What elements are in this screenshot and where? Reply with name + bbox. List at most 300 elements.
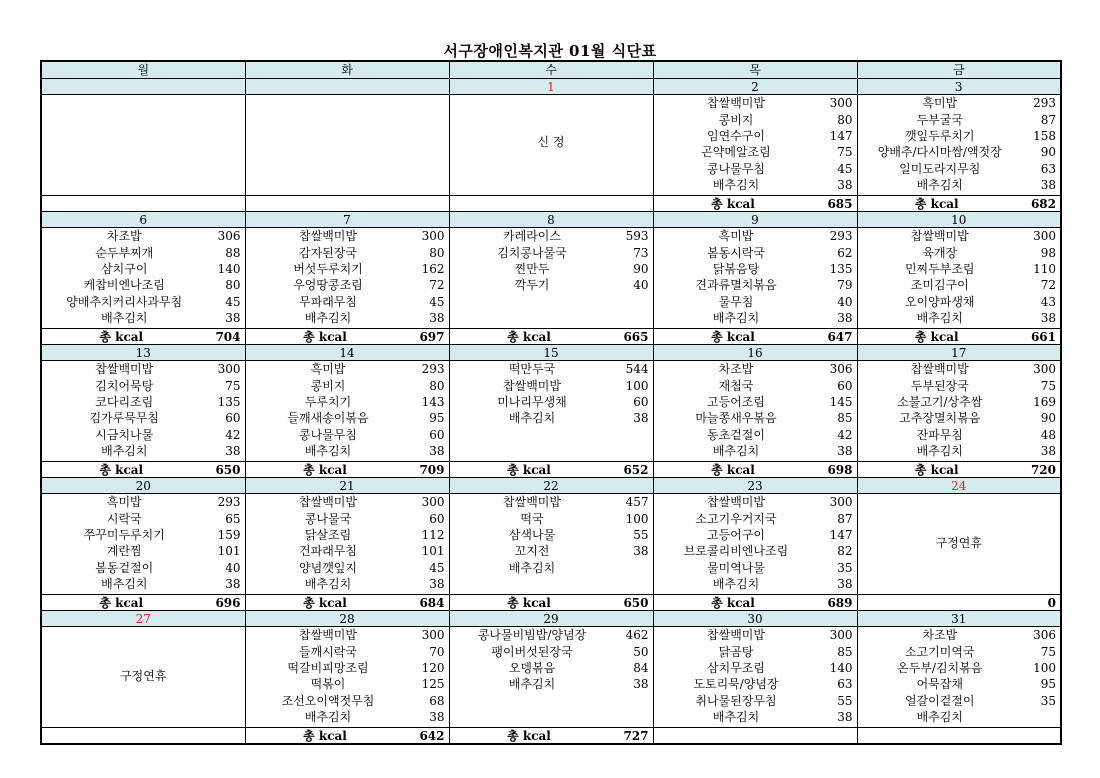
- menu-item-name: 배추김치: [916, 710, 963, 725]
- menu-item: [858, 111, 1061, 127]
- menu-item-name: 떡만두국: [508, 362, 556, 377]
- total-kcal-value: 685: [827, 196, 853, 211]
- total-cell: [857, 462, 1061, 478]
- total-kcal-value: 652: [623, 462, 649, 477]
- menu-item-kcal: 87: [837, 511, 853, 526]
- menu-item-name: 감자된장국: [299, 245, 357, 260]
- menu-item: [42, 277, 245, 293]
- holiday-note: 구정연휴: [120, 669, 167, 683]
- menu-item-kcal: 60: [429, 427, 445, 442]
- menu-item-name: 배추김치: [304, 311, 352, 326]
- menu-item-name: 찹쌀백미밥: [299, 495, 357, 510]
- menu-item-name: 찹쌀백미밥: [299, 229, 357, 244]
- menu-item-kcal: 38: [837, 178, 853, 193]
- day-menu-cell: [857, 228, 1061, 329]
- weekday-header-row: [41, 61, 1061, 79]
- menu-item-kcal: 140: [217, 261, 241, 276]
- menu-item-name: 동초겉절이: [707, 427, 765, 442]
- total-cell: [653, 595, 857, 611]
- total-cell: [653, 728, 857, 745]
- menu-item-kcal: 62: [837, 245, 853, 260]
- day-menu-cell: [653, 627, 857, 728]
- menu-item-kcal: 38: [633, 544, 649, 559]
- menu-item-kcal: 40: [225, 560, 241, 575]
- menu-item: [246, 361, 449, 377]
- menu-item-kcal: 300: [829, 628, 853, 643]
- menu-item-kcal: 80: [429, 245, 445, 260]
- menu-item-kcal: 100: [1033, 660, 1056, 675]
- menu-item: [450, 261, 653, 277]
- weekday-header: 화: [245, 61, 449, 79]
- menu-item: [246, 510, 449, 526]
- day-menu-cell: [245, 95, 449, 196]
- menu-item-name: 시금치나물: [95, 427, 154, 442]
- menu-item: [654, 361, 857, 377]
- menu-item: [450, 627, 653, 643]
- menu-item-name: 취나물된장무침: [695, 693, 777, 708]
- menu-item-kcal: 82: [837, 544, 853, 559]
- day-menu-cell: [41, 494, 245, 595]
- menu-item-kcal: 38: [429, 444, 445, 459]
- menu-item: [42, 427, 245, 443]
- menu-item-kcal: 40: [837, 294, 853, 309]
- menu-item-kcal: 87: [1040, 112, 1056, 127]
- menu-item-name: 미나리무생채: [497, 394, 567, 409]
- total-kcal-label: 총 kcal: [914, 196, 959, 211]
- menu-item-kcal: 135: [829, 261, 853, 276]
- total-kcal-value: 709: [419, 462, 445, 477]
- menu-item-name: 어묵잡채: [916, 677, 963, 692]
- menu-item-name: 찹쌀백미밥: [503, 495, 561, 510]
- day-menu-cell: [245, 494, 449, 595]
- menu-item-name: 흑미밥: [310, 362, 346, 377]
- menu-item-kcal: 293: [421, 362, 445, 377]
- menu-item-name: 닭살조림: [304, 527, 352, 542]
- menu-item: [246, 310, 449, 326]
- menu-item-name: 삼색나물: [508, 527, 556, 542]
- menu-item-name: 시락국: [106, 511, 142, 526]
- menu-item-kcal: 75: [837, 145, 853, 160]
- menu-item-name: 오이양파생채: [904, 294, 975, 309]
- menu-item-name: 배추김치: [916, 311, 963, 326]
- menu-item-name: 김가루묵무침: [89, 411, 160, 426]
- day-menu-cell: [449, 361, 653, 462]
- date-cell: 1: [449, 79, 653, 95]
- menu-item: [42, 394, 245, 410]
- menu-item-kcal: 75: [1040, 644, 1056, 659]
- menu-item: [246, 427, 449, 443]
- day-menu-cell: [653, 361, 857, 462]
- menu-item: [858, 294, 1061, 310]
- date-cell: 9: [653, 212, 857, 228]
- menu-item-name: 콩나물무침: [707, 161, 765, 176]
- menu-item-kcal: 140: [829, 660, 853, 675]
- total-kcal-value: 642: [419, 728, 445, 743]
- date-cell: 10: [857, 212, 1061, 228]
- menu-item: [246, 410, 449, 426]
- menu-item-name: 배추김치: [712, 444, 760, 459]
- total-kcal-label: 총 kcal: [914, 329, 959, 344]
- total-row: [41, 595, 1061, 611]
- weekday-header: 목: [653, 61, 857, 79]
- date-cell: 14: [245, 345, 449, 361]
- menu-item: [450, 228, 653, 244]
- menu-item-name: 팽이버섯된장국: [491, 644, 573, 659]
- menu-item: [858, 95, 1061, 111]
- menu-item-name: 차조밥: [106, 229, 142, 244]
- menu-item-kcal: 72: [429, 278, 445, 293]
- menu-item: [654, 294, 857, 310]
- menu-item: [654, 410, 857, 426]
- menu-item-name: 잔파무침: [916, 427, 963, 442]
- menu-item-name: 계란찜: [106, 544, 142, 559]
- menu-item: [654, 494, 857, 510]
- date-cell: 20: [41, 478, 245, 494]
- menu-item-name: 배추김치: [712, 710, 760, 725]
- menu-item: [246, 244, 449, 260]
- menu-item-kcal: 60: [225, 411, 241, 426]
- menu-item-name: 떡국: [520, 511, 544, 526]
- menu-item: [246, 294, 449, 310]
- menu-item-kcal: 95: [1040, 677, 1056, 692]
- menu-item-kcal: 300: [421, 495, 445, 510]
- menu-item-kcal: 80: [225, 278, 241, 293]
- menu-item: [654, 576, 857, 592]
- total-kcal-value: 697: [419, 329, 445, 344]
- menu-item: [246, 394, 449, 410]
- menu-item-kcal: 593: [625, 229, 649, 244]
- menu-item-kcal: 60: [429, 511, 445, 526]
- weekday-header: 수: [449, 61, 653, 79]
- menu-item-name: 케찹비엔나조림: [83, 278, 165, 293]
- total-kcal-value: 689: [827, 595, 853, 610]
- menu-item-kcal: 101: [421, 544, 445, 559]
- menu-item: [654, 510, 857, 526]
- menu-item: [246, 643, 449, 659]
- menu-item: [42, 261, 245, 277]
- menu-item: [858, 627, 1061, 643]
- total-kcal-label: 총 kcal: [914, 462, 959, 477]
- menu-item: [246, 576, 449, 592]
- menu-item: [654, 261, 857, 277]
- menu-item-name: 배추김치: [101, 444, 148, 459]
- menu-item-kcal: 293: [217, 495, 241, 510]
- menu-item-kcal: 38: [837, 710, 853, 725]
- date-cell: 16: [653, 345, 857, 361]
- menu-item-name: 버섯두루치기: [293, 261, 363, 276]
- total-cell: [41, 462, 245, 478]
- date-cell: 8: [449, 212, 653, 228]
- menu-item-kcal: 38: [225, 444, 241, 459]
- total-cell: [245, 595, 449, 611]
- total-kcal-label: 총 kcal: [303, 329, 347, 344]
- total-kcal-label: 총 kcal: [507, 462, 551, 477]
- total-kcal-value: 704: [215, 329, 241, 344]
- menu-item: [654, 111, 857, 127]
- total-kcal-value: 727: [623, 728, 649, 743]
- menu-item-kcal: 48: [1040, 427, 1056, 442]
- menu-item-name: 쭈꾸미두루치기: [83, 527, 165, 542]
- menu-item-kcal: 50: [633, 644, 649, 659]
- total-kcal-label: 총 kcal: [711, 462, 755, 477]
- menu-item-kcal: 169: [1033, 394, 1056, 409]
- menu-item: [858, 228, 1061, 244]
- date-cell: 22: [449, 478, 653, 494]
- menu-item-kcal: 110: [1033, 261, 1056, 276]
- day-menu-cell: [653, 494, 857, 595]
- menu-item-name: 깍두기: [514, 278, 550, 293]
- menu-item-kcal: 38: [429, 311, 445, 326]
- weekday-header: 금: [857, 61, 1061, 79]
- total-kcal-value: 0: [1047, 595, 1056, 610]
- day-menu-cell: [245, 627, 449, 728]
- menu-item: [42, 377, 245, 393]
- menu-item: [654, 676, 857, 692]
- menu-item: [450, 643, 653, 659]
- total-cell: [857, 595, 1061, 611]
- total-cell: [653, 462, 857, 478]
- date-cell: 6: [41, 212, 245, 228]
- calendar-body: [41, 79, 1061, 745]
- menu-item: [450, 244, 653, 260]
- menu-item-name: 차조밥: [922, 628, 958, 643]
- menu-item: [654, 228, 857, 244]
- total-row: [41, 329, 1061, 345]
- menu-item-name: 온두부/김치볶음: [897, 660, 983, 675]
- menu-item: [858, 660, 1061, 676]
- menu-item-name: 재첩국: [718, 378, 754, 393]
- menu-item-kcal: 72: [1040, 278, 1056, 293]
- menu-item: [42, 410, 245, 426]
- menu-item-kcal: 38: [225, 311, 241, 326]
- menu-item-name: 봄동겉절이: [95, 560, 154, 575]
- menu-item: [858, 261, 1061, 277]
- menu-item-kcal: 63: [1040, 161, 1056, 176]
- menu-item: [42, 510, 245, 526]
- day-menu-cell: [41, 627, 245, 728]
- menu-item-kcal: 45: [429, 560, 445, 575]
- menu-item-name: 배추김치: [916, 178, 963, 193]
- menu-item-kcal: 35: [1040, 693, 1056, 708]
- menu-item-name: 콩나물무침: [299, 427, 357, 442]
- menu-item: [858, 277, 1061, 293]
- menu-item-name: 들깨새송이볶음: [287, 411, 369, 426]
- total-cell: [41, 728, 245, 745]
- menu-item: [246, 709, 449, 725]
- menu-item-kcal: 162: [421, 261, 445, 276]
- menu-item: [246, 377, 449, 393]
- menu-item-kcal: 38: [429, 577, 445, 592]
- total-cell: [245, 329, 449, 345]
- total-cell: [449, 196, 653, 212]
- menu-item-kcal: 300: [421, 628, 445, 643]
- day-menu-cell: [857, 95, 1061, 196]
- menu-item-kcal: 45: [225, 294, 241, 309]
- menu-item: [42, 310, 245, 326]
- menu-item-name: 배추김치: [304, 577, 352, 592]
- menu-item: [654, 144, 857, 160]
- menu-item: [654, 643, 857, 659]
- menu-item-name: 찹쌀백미밥: [503, 378, 561, 393]
- day-menu-cell: [857, 361, 1061, 462]
- menu-item-kcal: 300: [421, 229, 445, 244]
- holiday-note: 구정연휴: [935, 536, 982, 550]
- menu-item: [450, 510, 653, 526]
- menu-item-kcal: 300: [829, 495, 853, 510]
- menu-item-name: 두루치기: [304, 394, 352, 409]
- menu-item-name: 찹쌀백미밥: [707, 495, 765, 510]
- menu-item-name: 배추김치: [101, 311, 148, 326]
- menu-item-name: 곤약메알조림: [701, 145, 771, 160]
- menu-item-name: 닭볶음탕: [712, 261, 760, 276]
- menu-item: [858, 310, 1061, 326]
- total-cell: [653, 329, 857, 345]
- menu-item: [654, 277, 857, 293]
- total-cell: [449, 595, 653, 611]
- menu-item-kcal: 60: [633, 394, 649, 409]
- total-kcal-label: 총 kcal: [303, 728, 347, 743]
- menu-item-name: 카레라이스: [503, 229, 561, 244]
- menu-item-kcal: 120: [421, 660, 445, 675]
- menu-item: [246, 676, 449, 692]
- total-cell: [857, 329, 1061, 345]
- menu-item-kcal: 38: [633, 411, 649, 426]
- day-menu-cell: [449, 95, 653, 196]
- menu-item: [654, 627, 857, 643]
- menu-item-kcal: 38: [837, 577, 853, 592]
- menu-item-name: 물미역나물: [707, 560, 765, 575]
- menu-item-name: 찹쌀백미밥: [95, 362, 154, 377]
- menu-item-name: 봄동시락국: [707, 245, 765, 260]
- menu-item-name: 브로콜리비엔나조림: [683, 544, 789, 559]
- total-kcal-value: 696: [215, 595, 241, 610]
- menu-item: [42, 576, 245, 592]
- menu-item: [450, 560, 653, 576]
- menu-item-kcal: 145: [829, 394, 853, 409]
- date-row: [41, 611, 1061, 627]
- total-kcal-label: 총 kcal: [507, 728, 551, 743]
- date-cell: [41, 79, 245, 95]
- menu-item-name: 임연수구이: [707, 128, 765, 143]
- menu-item-name: 무파래무침: [299, 294, 357, 309]
- date-cell: 15: [449, 345, 653, 361]
- menu-row: [41, 95, 1061, 196]
- total-kcal-value: 661: [1030, 329, 1056, 344]
- menu-item-name: 두부굴국: [916, 112, 963, 127]
- menu-item-name: 오뎅볶음: [508, 660, 556, 675]
- menu-item-name: 고추장멸치볶음: [899, 411, 981, 426]
- date-cell: 29: [449, 611, 653, 627]
- day-menu-cell: [41, 95, 245, 196]
- menu-item-kcal: 73: [633, 245, 649, 260]
- menu-item-name: 찐만두: [514, 261, 550, 276]
- menu-item: [42, 543, 245, 559]
- menu-item: [858, 693, 1061, 709]
- menu-item-name: 배추김치: [508, 411, 556, 426]
- menu-item-name: 꼬지전: [514, 544, 550, 559]
- menu-row: [41, 361, 1061, 462]
- menu-item-name: 조선오이액젓무침: [281, 693, 375, 708]
- menu-item-name: 소고기우거지국: [695, 511, 777, 526]
- total-cell: [857, 196, 1061, 212]
- menu-item: [450, 377, 653, 393]
- menu-item-kcal: 90: [633, 261, 649, 276]
- menu-item: [654, 527, 857, 543]
- date-cell: 23: [653, 478, 857, 494]
- menu-item: [654, 161, 857, 177]
- menu-item-name: 민찌두부조림: [904, 261, 975, 276]
- menu-item: [42, 527, 245, 543]
- total-row: [41, 728, 1061, 745]
- total-kcal-label: 총 kcal: [711, 196, 755, 211]
- day-menu-cell: [449, 627, 653, 728]
- menu-item: [858, 161, 1061, 177]
- holiday-note: 신 정: [537, 135, 565, 149]
- menu-item: [246, 543, 449, 559]
- date-cell: [245, 79, 449, 95]
- menu-item-kcal: 35: [837, 560, 853, 575]
- total-cell: [449, 329, 653, 345]
- menu-item-name: 찹쌀백미밥: [910, 229, 969, 244]
- menu-item-name: 고등어조림: [707, 394, 765, 409]
- total-kcal-value: 698: [827, 462, 853, 477]
- menu-item-name: 흑미밥: [106, 495, 142, 510]
- menu-item-name: 고등어구이: [707, 527, 765, 542]
- menu-item-kcal: 75: [1040, 378, 1056, 393]
- menu-item: [450, 660, 653, 676]
- menu-item: [246, 660, 449, 676]
- total-kcal-value: 650: [215, 462, 241, 477]
- total-cell: [245, 196, 449, 212]
- menu-item: [858, 427, 1061, 443]
- menu-item: [450, 527, 653, 543]
- menu-item: [858, 144, 1061, 160]
- menu-item-name: 우엉땅콩조림: [293, 278, 363, 293]
- menu-item: [42, 494, 245, 510]
- menu-item-name: 찹쌀백미밥: [910, 362, 969, 377]
- menu-item-kcal: 68: [429, 693, 445, 708]
- menu-item-name: 얼갈이겉절이: [904, 693, 975, 708]
- menu-item-name: 차조밥: [718, 362, 754, 377]
- menu-item-name: 견과류멸치볶음: [695, 278, 777, 293]
- menu-item-name: 도토리묵/양념장: [693, 677, 779, 692]
- total-kcal-value: 647: [827, 329, 853, 344]
- menu-item: [858, 676, 1061, 692]
- menu-item-kcal: 42: [837, 427, 853, 442]
- menu-item-kcal: 45: [837, 161, 853, 176]
- total-kcal-value: 682: [1030, 196, 1056, 211]
- weekday-header: 월: [41, 61, 245, 79]
- menu-item-kcal: 38: [225, 577, 241, 592]
- date-cell: 17: [857, 345, 1061, 361]
- menu-item-name: 소불고기/상추쌈: [897, 394, 983, 409]
- menu-item-kcal: 60: [837, 378, 853, 393]
- total-kcal-value: 684: [419, 595, 445, 610]
- menu-item-name: 마늘쫑새우볶음: [695, 411, 777, 426]
- total-kcal-label: 총 kcal: [99, 329, 144, 344]
- menu-item: [450, 394, 653, 410]
- menu-item-kcal: 306: [1033, 628, 1056, 643]
- menu-item-kcal: 125: [421, 677, 445, 692]
- menu-item-kcal: 38: [633, 677, 649, 692]
- page-title: 서구장애인복지관 01월 식단표: [443, 42, 657, 60]
- menu-item-kcal: 79: [837, 278, 853, 293]
- menu-item-kcal: 70: [429, 644, 445, 659]
- menu-item-name: 조미김구이: [910, 278, 969, 293]
- menu-item-kcal: 38: [837, 311, 853, 326]
- menu-item-kcal: 38: [429, 710, 445, 725]
- menu-item-kcal: 457: [625, 495, 649, 510]
